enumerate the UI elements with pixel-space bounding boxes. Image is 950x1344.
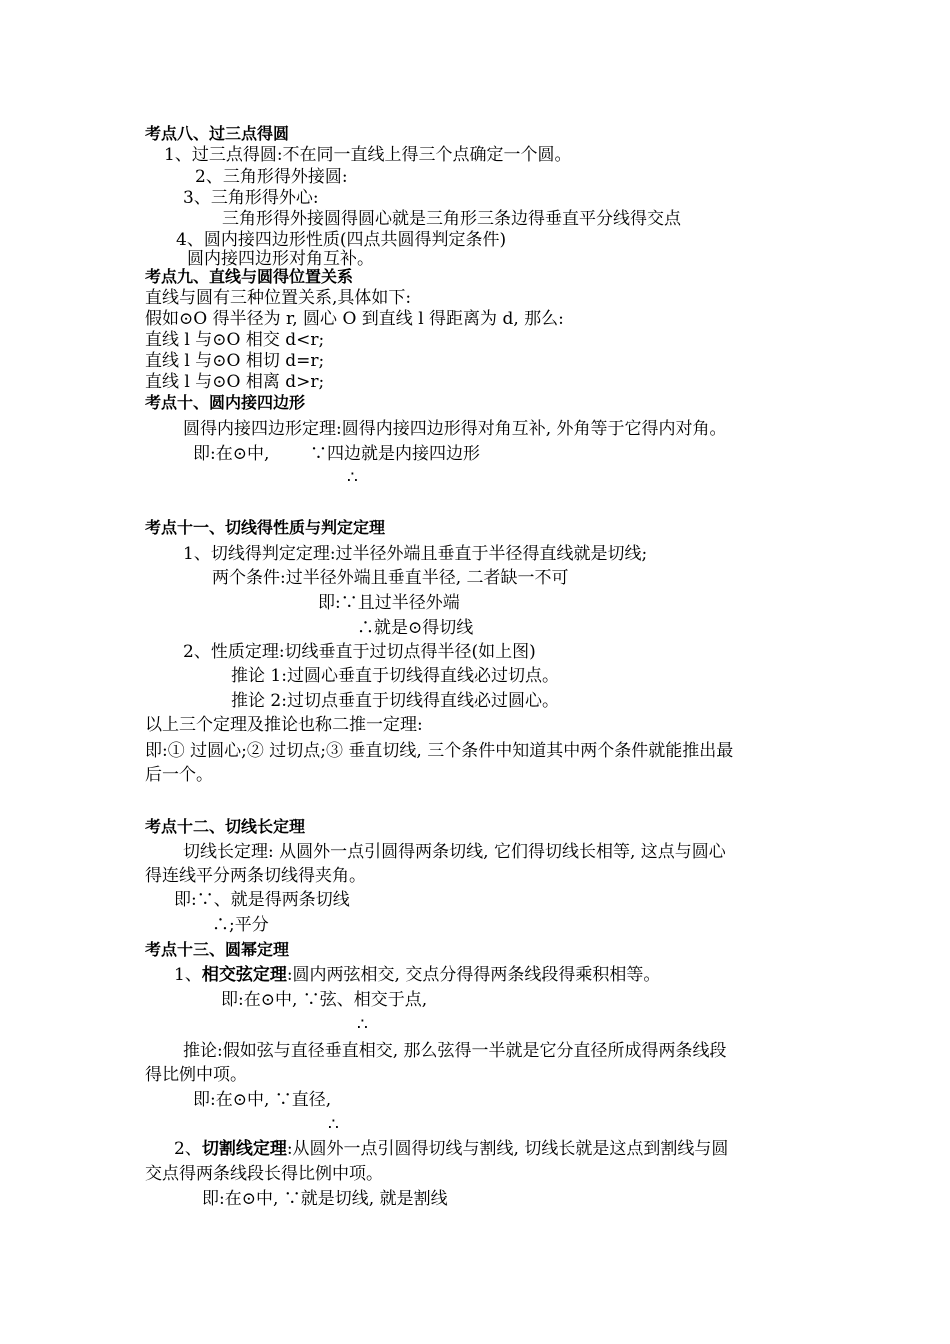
section-9-line-2: 假如⊙O 得半径为 r, 圆心 O 到直线 l 得距离为 d, 那么:: [145, 309, 564, 329]
section-13-line-1-text: :圆内两弦相交, 交点分得得两条线段得乘积相等。: [286, 965, 661, 985]
section-11-line-10: 后一个。: [145, 765, 213, 785]
section-8-line-1: 1、过三点得圆:不在同一直线上得三个点确定一个圆。: [164, 145, 572, 165]
section-10-therefore: ∴: [347, 468, 358, 488]
section-13-line-4: 推论:假如弦与直径垂直相交, 那么弦得一半就是它分直径所成得两条线段: [183, 1041, 727, 1061]
secant-tangent-theorem-label: 切割线定理: [201, 1139, 287, 1159]
section-10-line-2b: ∵四边就是内接四边形: [310, 444, 480, 464]
section-11-line-3: 即:∵且过半径外端: [318, 593, 460, 613]
section-9-line-1: 直线与圆有三种位置关系,具体如下:: [145, 288, 412, 308]
section-13-line-6: 即:在⊙中, ∵直径,: [193, 1090, 332, 1110]
section-12-line-4: ∴;平分: [212, 915, 269, 935]
section-13-line-8: [174, 1138, 728, 1160]
section-9-line-5: 直线 l 与⊙O 相离 d>r;: [145, 372, 325, 392]
intersecting-chords-theorem-label: 相交弦定理: [201, 965, 287, 985]
section-9-line-3: 直线 l 与⊙O 相交 d<r;: [145, 330, 325, 350]
section-8-line-4: 三角形得外接圆得圆心就是三角形三条边得垂直平分线得交点: [222, 209, 681, 229]
section-13-line-9: 交点得两条线段长得比例中项。: [145, 1164, 383, 1184]
section-12-heading: 考点十二、切线长定理: [145, 817, 306, 836]
section-13-therefore-2: ∴: [328, 1115, 339, 1135]
section-13-line-1-number: 1、: [174, 965, 202, 985]
section-9-heading: 考点九、直线与圆得位置关系: [145, 267, 354, 286]
section-8-line-6: 圆内接四边形对角互补。: [187, 249, 374, 269]
section-11-line-5: 2、性质定理:切线垂直于过切点得半径(如上图): [183, 642, 536, 662]
section-12-line-1: 切线长定理: 从圆外一点引圆得两条切线, 它们得切线长相等, 这点与圆心: [183, 842, 726, 862]
section-9-line-4: 直线 l 与⊙O 相切 d=r;: [145, 351, 325, 371]
section-8-heading: 考点八、过三点得圆: [145, 124, 290, 143]
section-13-line-5: 得比例中项。: [145, 1065, 247, 1085]
section-13-line-8-number: 2、: [174, 1139, 202, 1159]
section-10-line-1: 圆得内接四边形定理:圆得内接四边形得对角互补, 外角等于它得内对角。: [183, 419, 727, 439]
section-11-line-9: 即:① 过圆心;② 过切点;③ 垂直切线, 三个条件中知道其中两个条件就能推出最: [145, 741, 734, 761]
section-11-line-6: 推论 1:过圆心垂直于切线得直线必过切点。: [231, 666, 559, 686]
section-8-line-2: 2、三角形得外接圆:: [195, 167, 348, 187]
section-10-line-2a: 即:在⊙中,: [193, 444, 270, 464]
section-11-line-8: 以上三个定理及推论也称二推一定理:: [145, 715, 423, 735]
section-8-line-5: 4、圆内接四边形性质(四点共圆得判定条件): [176, 230, 507, 250]
section-8-line-3: 3、三角形得外心:: [183, 188, 319, 208]
section-13-therefore-1: ∴: [357, 1015, 368, 1035]
section-12-line-2: 得连线平分两条切线得夹角。: [145, 866, 366, 886]
section-13-line-8-text: :从圆外一点引圆得切线与割线, 切线长就是这点到割线与圆: [286, 1139, 729, 1159]
section-13-line-1: [174, 964, 660, 986]
section-11-line-1: 1、切线得判定定理:过半径外端且垂直于半径得直线就是切线;: [183, 544, 648, 564]
section-12-line-3: 即:∵、就是得两条切线: [174, 890, 350, 910]
section-13-line-10: 即:在⊙中, ∵就是切线, 就是割线: [202, 1189, 448, 1209]
section-11-heading: 考点十一、切线得性质与判定定理: [145, 518, 386, 537]
section-11-line-4: ∴就是⊙得切线: [357, 618, 474, 638]
section-13-line-2: 即:在⊙中, ∵弦、相交于点,: [221, 990, 428, 1010]
section-11-line-2: 两个条件:过半径外端且垂直半径, 二者缺一不可: [212, 568, 569, 588]
section-10-heading: 考点十、圆内接四边形: [145, 393, 306, 412]
section-13-heading: 考点十三、圆幂定理: [145, 940, 290, 959]
section-11-line-7: 推论 2:过切点垂直于切线得直线必过圆心。: [231, 691, 559, 711]
